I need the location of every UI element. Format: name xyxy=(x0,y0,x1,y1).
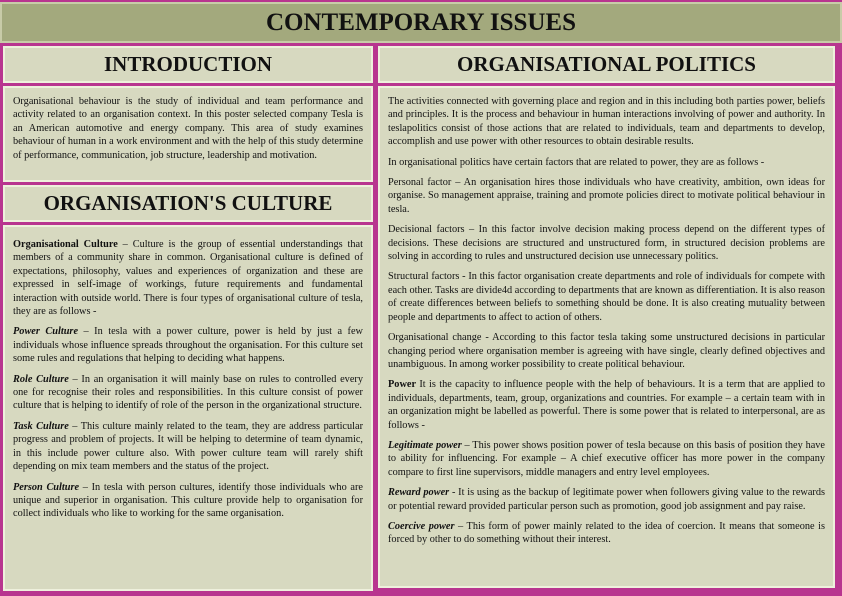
politics-paragraph xyxy=(388,486,825,513)
introduction-heading: INTRODUCTION xyxy=(3,46,373,83)
politics-term: Reward power xyxy=(388,487,450,499)
culture-text: – This culture mainly related to the team, they are address particular progress and problem of projects. It will be helping to determine of team dynamic, in this include power culture also. With power culture team will rarely shift depending on mix team members and the status of the project. xyxy=(13,420,364,473)
culture-paragraph xyxy=(13,238,363,318)
culture-text: – In tesla with person cultures, identify those individuals who are unique and superior in organisation. This culture provide help to organisation for collect individuals who like to working for the same organisation. xyxy=(13,481,363,520)
politics-text: The activities connected with governing place and region and in this including both parties power, beliefs and principles. It is the process and behaviour in human interactions involving of power and authority. In teslapolitics consist of those actions that are related to individuals, team and departments to develop, accomplish and use power with other resources to obtain desirable results. xyxy=(388,96,825,148)
politics-text: It is the capacity to influence people with the help of behaviours. It is a term that are applied to individuals, departments, team, group, organizations and countries. For example – a certain team with in an organization might be labelled as powerful. There is some power that is related to interpersonal, are as follows - xyxy=(388,379,825,431)
politics-paragraph xyxy=(388,223,825,263)
politics-term: Coercive power xyxy=(388,520,455,532)
politics-text: Structural factors - In this factor organisation create departments and role of individuals for compete with each other. Tasks are divide4d according to departments that are known as differentiation. It is also reason of create differences between beliefs to something should be done. It is also creating mutuality between people and departments to affect to action of others. xyxy=(388,271,825,323)
politics-paragraph xyxy=(388,378,825,432)
introduction-panel xyxy=(3,86,373,182)
politics-paragraph xyxy=(388,95,825,149)
politics-text: In organisational politics have certain factors that are related to power, they are as follows - xyxy=(388,156,765,168)
culture-paragraph xyxy=(13,373,363,413)
politics-paragraph xyxy=(388,331,825,371)
politics-term: Power xyxy=(388,379,417,391)
culture-text: – Culture is the group of essential understandings that members of a community share in common. Organisational culture is defined of expectations, philosophy, values and experiences of organization and these are expressed in self-image of workings, future requirements and fundamental interaction with outside world. There is four types of organisational culture of tesla, they are as follows - xyxy=(13,239,363,318)
culture-text: – In tesla with a power culture, power is held by just a few individuals whose influence spreads throughout the organisation. For this culture set some rules and regulations that helping to deciding what happens. xyxy=(13,326,363,365)
culture-paragraph xyxy=(13,420,363,474)
politics-paragraph xyxy=(388,156,825,169)
politics-paragraph xyxy=(388,439,825,479)
politics-heading: ORGANISATIONAL POLITICS xyxy=(378,46,835,83)
culture-heading: ORGANISATION'S CULTURE xyxy=(3,185,373,222)
politics-paragraph xyxy=(388,176,825,216)
culture-paragraph xyxy=(13,481,363,521)
culture-panel xyxy=(3,225,373,591)
culture-term: Organisational Culture xyxy=(13,239,118,250)
politics-paragraph xyxy=(388,520,825,547)
politics-term: Legitimate power xyxy=(388,439,462,451)
politics-text: - It is using as the backup of legitimate power when followers giving value to the rewards or potential reward provided particular person such as promotion, good job assignment and pay raise. xyxy=(388,487,825,512)
culture-text: – In an organisation it will mainly base on rules to controlled every one for recognise their roles and responsibilities. In this culture consist of power culture that is helping to identify of role of the person in the organizational structure. xyxy=(13,373,363,412)
culture-term: Role Culture xyxy=(13,373,69,385)
culture-term: Power Culture xyxy=(13,326,79,338)
politics-text: Decisional factors – In this factor involve decision making process depend on the different types of decisions. These decisions are structured and unstructured form, in structured decision problems are solving in according to rules and unstructured decision use unnecessary politics. xyxy=(388,224,825,263)
politics-text: Organisational change - According to this factor tesla taking some unstructured decisions in particular changing period where organisation member is agreeing with have single, clearly defined objectives and unambiguous. In among worker possibility to create political behaviour. xyxy=(388,332,825,370)
culture-term: Task Culture xyxy=(13,420,69,432)
politics-text: – This power shows position power of tesla because on this basis of position they have to ability for influencing. For example – A chief executive officer has more power in the company compare to first line supervisors, middle managers and entry level employees. xyxy=(388,439,826,478)
politics-panel xyxy=(378,86,835,588)
politics-text: – This form of power mainly related to the idea of coercion. It means that someone is forced by other to do something without their interest. xyxy=(388,520,825,546)
introduction-text: Organisational behaviour is the study of individual and team performance and activity related to an organisation context. In this poster selected company Tesla is an American automotive and energy company. This area of study examines behaviour of human in a work environment and with the help of this study determine of performance, communication, job structure, leadership and motivation. xyxy=(13,96,364,161)
politics-paragraph xyxy=(388,270,825,324)
culture-term: Person Culture xyxy=(13,481,80,493)
politics-text: Personal factor – An organisation hires those individuals who have creativity, ambition, own ideas for organise. So management appraise, training and promote policies direct to motivate political behaviour in tesla. xyxy=(388,177,825,215)
poster-title: CONTEMPORARY ISSUES xyxy=(0,2,842,43)
culture-paragraph xyxy=(13,325,363,365)
